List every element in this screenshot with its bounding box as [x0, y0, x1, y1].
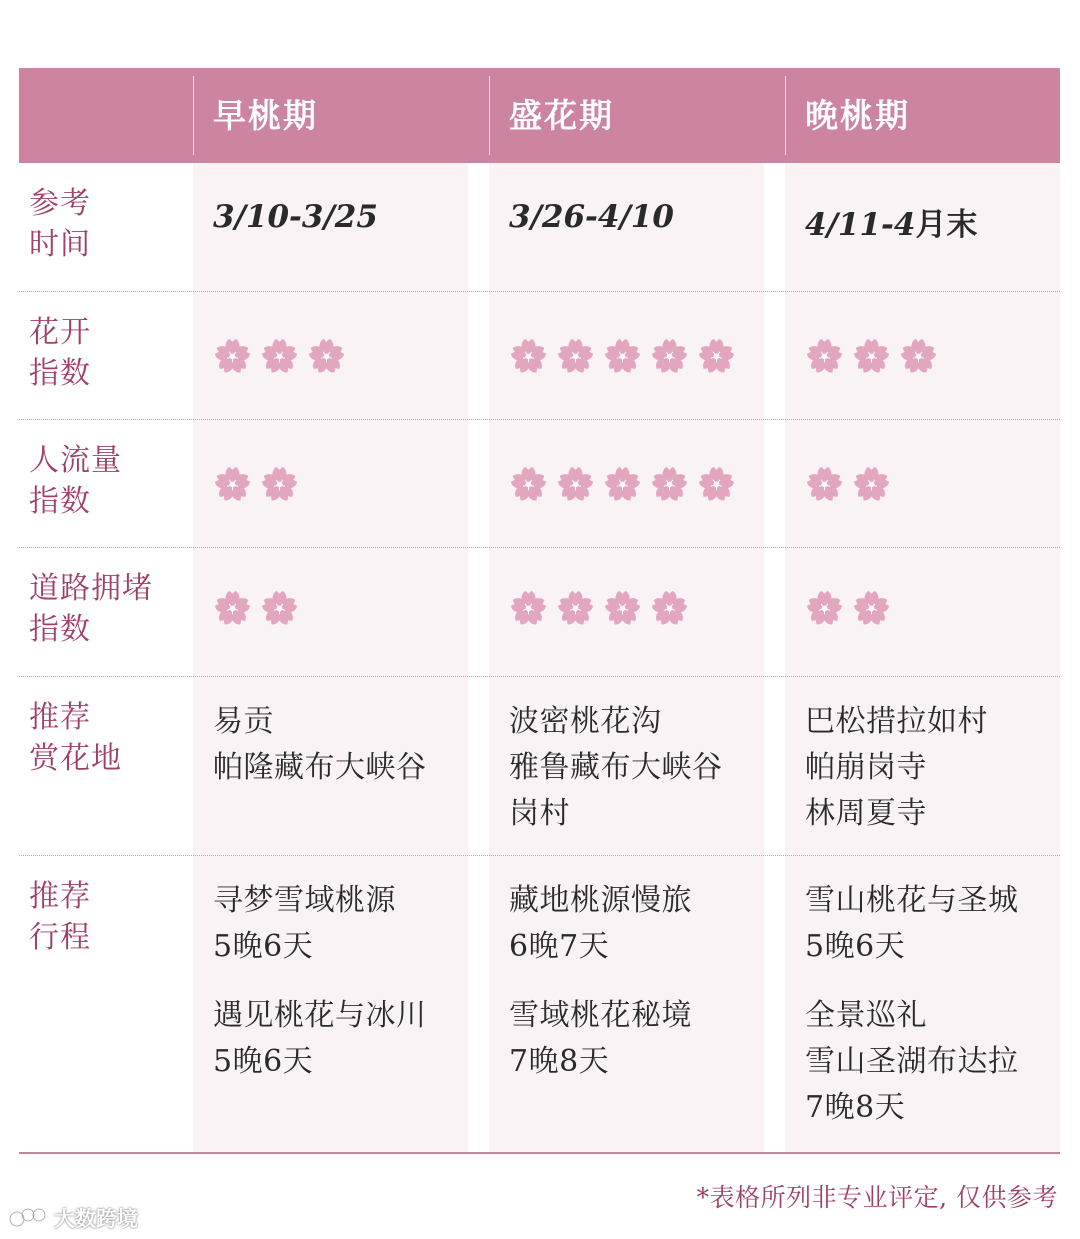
sakura-flower-icon	[603, 588, 642, 627]
late-bloom-rating	[785, 292, 1060, 420]
sakura-flower-icon	[650, 336, 689, 375]
late-itineraries	[785, 856, 1060, 1153]
watermark	[8, 1203, 138, 1233]
spot-item: 岗村	[509, 796, 570, 831]
sakura-flower-icon	[509, 464, 548, 503]
sakura-flower-icon	[509, 588, 548, 627]
spot-item: 帕崩岗寺	[805, 750, 927, 785]
early-spots	[193, 677, 468, 856]
spot-item: 帕隆藏布大峡谷	[213, 750, 427, 785]
peach-blossom-table	[19, 68, 1060, 1153]
sakura-flower-icon	[697, 464, 736, 503]
sakura-flower-icon	[213, 464, 252, 503]
watermark-logo-icon	[8, 1205, 50, 1231]
sakura-flower-icon	[650, 588, 689, 627]
itinerary-item: 雪山桃花与圣城 5晚6天	[805, 883, 1019, 964]
itinerary-item: 雪域桃花秘境 7晚8天	[509, 998, 692, 1079]
watermark-text: 大数跨境	[54, 1208, 138, 1231]
table-bottom-rule	[19, 1152, 1060, 1154]
row-label-recommended-itinerary: 推荐 行程	[29, 879, 91, 955]
sakura-flower-icon	[805, 588, 844, 627]
spot-item: 巴松措拉如村	[805, 704, 988, 739]
row-recommended-spots	[19, 677, 1060, 856]
header-corner	[19, 68, 193, 163]
early-season-dates: 3/10-3/25	[193, 163, 468, 292]
sakura-flower-icon	[556, 588, 595, 627]
peak-season-dates: 3/26-4/10	[489, 163, 764, 292]
sakura-flower-icon	[852, 464, 891, 503]
row-label-recommended-spots: 推荐 赏花地	[29, 700, 122, 776]
header-late-season: 晚桃期	[785, 68, 1060, 163]
header-peak-season: 盛花期	[489, 68, 785, 163]
peak-crowd-rating	[489, 420, 764, 548]
row-reference-time	[19, 163, 1060, 292]
early-crowd-rating	[193, 420, 468, 548]
itinerary-item: 寻梦雪域桃源 5晚6天	[213, 883, 396, 964]
peak-itineraries	[489, 856, 764, 1153]
footnote: *表格所列非专业评定, 仅供参考	[696, 1183, 1058, 1212]
spot-item: 易贡	[213, 704, 274, 739]
late-spots	[785, 677, 1060, 856]
sakura-flower-icon	[260, 588, 299, 627]
sakura-flower-icon	[697, 336, 736, 375]
sakura-flower-icon	[805, 464, 844, 503]
sakura-flower-icon	[899, 336, 938, 375]
late-traffic-rating	[785, 548, 1060, 677]
sakura-flower-icon	[307, 336, 346, 375]
spot-item: 雅鲁藏布大峡谷	[509, 750, 723, 785]
sakura-flower-icon	[852, 336, 891, 375]
sakura-flower-icon	[556, 336, 595, 375]
sakura-flower-icon	[852, 588, 891, 627]
peak-spots	[489, 677, 764, 856]
row-label-traffic-index: 道路拥堵 指数	[29, 571, 153, 647]
sakura-flower-icon	[260, 464, 299, 503]
spot-item: 波密桃花沟	[509, 704, 662, 739]
row-bloom-index	[19, 292, 1060, 420]
late-season-dates: 4/11-4月末	[785, 163, 1060, 292]
row-crowd-index	[19, 420, 1060, 548]
sakura-flower-icon	[260, 336, 299, 375]
sakura-flower-icon	[213, 588, 252, 627]
row-label-bloom-index: 花开 指数	[29, 315, 91, 391]
sakura-flower-icon	[213, 336, 252, 375]
row-label-crowd-index: 人流量 指数	[29, 443, 122, 519]
peak-traffic-rating	[489, 548, 764, 677]
itinerary-item: 藏地桃源慢旅 6晚7天	[509, 883, 692, 964]
sakura-flower-icon	[556, 464, 595, 503]
spot-item: 林周夏寺	[805, 796, 927, 831]
row-traffic-index	[19, 548, 1060, 677]
table-header	[19, 68, 1060, 163]
early-traffic-rating	[193, 548, 468, 677]
header-early-season: 早桃期	[193, 68, 489, 163]
sakura-flower-icon	[805, 336, 844, 375]
itinerary-item: 遇见桃花与冰川 5晚6天	[213, 998, 427, 1079]
late-crowd-rating	[785, 420, 1060, 548]
sakura-flower-icon	[603, 464, 642, 503]
sakura-flower-icon	[603, 336, 642, 375]
peak-bloom-rating	[489, 292, 764, 420]
row-label-reference-time: 参考 时间	[29, 186, 91, 262]
itinerary-item: 全景巡礼 雪山圣湖布达拉 7晚8天	[805, 998, 1019, 1125]
early-bloom-rating	[193, 292, 468, 420]
sakura-flower-icon	[509, 336, 548, 375]
sakura-flower-icon	[650, 464, 689, 503]
early-itineraries	[193, 856, 468, 1153]
row-recommended-itinerary	[19, 856, 1060, 1153]
